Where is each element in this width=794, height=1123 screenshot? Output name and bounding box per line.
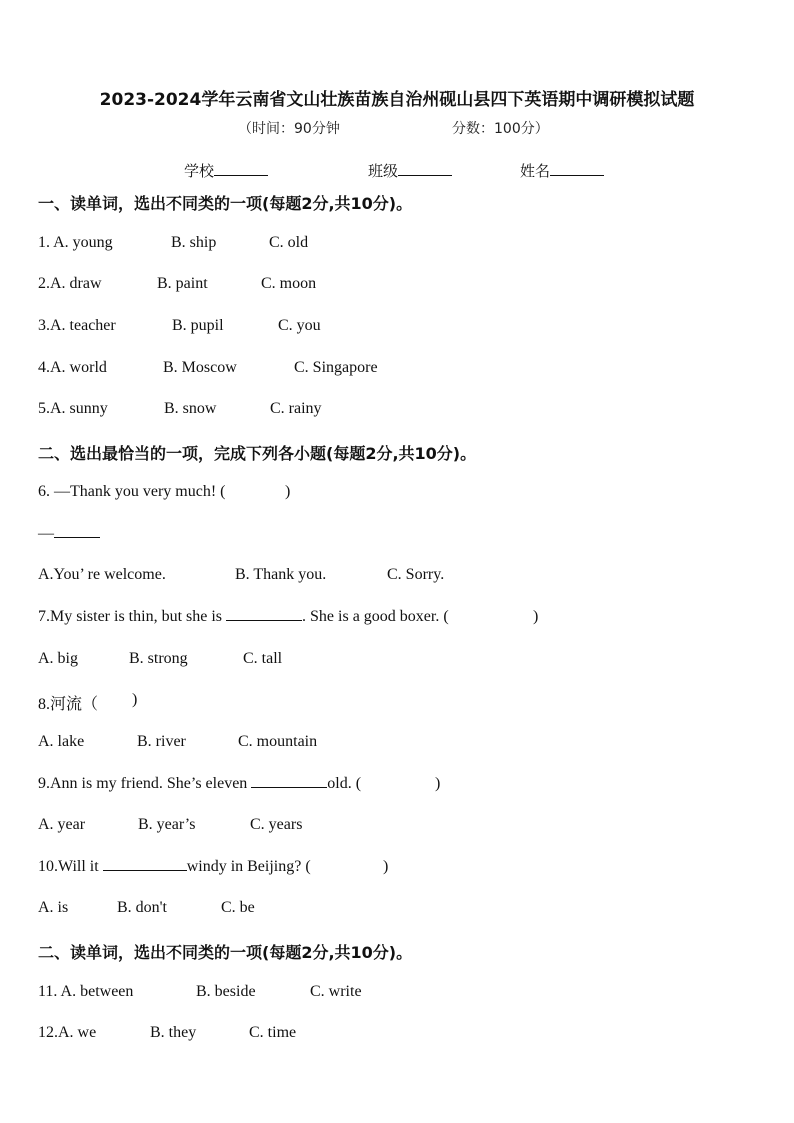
section-2-heading: 二、选出最恰当的一项，完成下列各小题(每题2分,共10分)。 bbox=[38, 444, 477, 463]
school-blank[interactable] bbox=[214, 161, 268, 176]
option-b: B. Thank you. bbox=[235, 566, 327, 583]
option-c: C. Sorry. bbox=[387, 566, 445, 583]
close-paren: ) bbox=[132, 691, 138, 708]
reply-line: — bbox=[38, 525, 100, 543]
option-b: B. beside bbox=[196, 983, 256, 1000]
question-number: 3.A. teacher bbox=[38, 317, 116, 334]
option-c: C. write bbox=[310, 983, 362, 1000]
option-c: C. you bbox=[278, 317, 321, 334]
option-c: C. Singapore bbox=[294, 359, 378, 376]
question-stem: 9.Ann is my friend. She’s eleven old. ( bbox=[38, 775, 362, 792]
option-b: B. year’s bbox=[138, 816, 196, 833]
option-a: A. big bbox=[38, 650, 78, 667]
option-c: C. moon bbox=[261, 275, 317, 292]
class-field bbox=[368, 160, 452, 181]
option-b: B. strong bbox=[129, 650, 188, 667]
option-b: B. pupil bbox=[172, 317, 224, 334]
question-number: 11. A. between bbox=[38, 983, 134, 1000]
school-label: 学校 bbox=[184, 162, 215, 180]
answer-blank[interactable] bbox=[226, 608, 302, 621]
question-stem: 10.Will it windy in Beijing? ( bbox=[38, 858, 311, 875]
class-blank[interactable] bbox=[398, 161, 452, 176]
section-1-heading: 一、读单词，选出不同类的一项(每题2分,共10分)。 bbox=[38, 194, 413, 213]
option-a: A. year bbox=[38, 816, 86, 833]
close-paren: ) bbox=[383, 858, 389, 875]
name-field bbox=[520, 160, 604, 181]
page-title: 2023-2024学年云南省文山壮族苗族自治州砚山县四下英语期中调研模拟试题 bbox=[99, 90, 695, 110]
option-c: C. mountain bbox=[238, 733, 318, 750]
option-c: C. years bbox=[250, 816, 303, 833]
option-a: A.You’ re welcome. bbox=[38, 566, 166, 583]
answer-blank[interactable] bbox=[103, 858, 187, 871]
question-number: 12.A. we bbox=[38, 1024, 97, 1041]
option-a: A. lake bbox=[38, 733, 85, 750]
option-c: C. time bbox=[249, 1024, 297, 1041]
exam-score: 分数：100分） bbox=[452, 121, 549, 137]
option-b: B. paint bbox=[157, 275, 208, 292]
option-b: B. river bbox=[137, 733, 186, 750]
question-stem: 8.河流（ bbox=[38, 696, 99, 713]
question-stem: 6. —Thank you very much! ( bbox=[38, 483, 226, 500]
option-b: B. they bbox=[150, 1024, 197, 1041]
name-label: 姓名 bbox=[520, 162, 551, 180]
option-a: A. is bbox=[38, 899, 69, 916]
answer-blank[interactable] bbox=[251, 775, 327, 788]
question-number: 2.A. draw bbox=[38, 275, 102, 292]
school-field bbox=[184, 160, 268, 181]
question-number: 1. A. young bbox=[38, 234, 113, 251]
answer-blank[interactable] bbox=[54, 525, 100, 538]
name-blank[interactable] bbox=[550, 161, 604, 176]
question-number: 4.A. world bbox=[38, 359, 107, 376]
option-b: B. ship bbox=[171, 234, 217, 251]
question-stem: 7.My sister is thin, but she is . She is a good boxer. ( bbox=[38, 608, 449, 625]
option-b: B. don't bbox=[117, 899, 167, 916]
question-number: 5.A. sunny bbox=[38, 400, 108, 417]
close-paren: ) bbox=[435, 775, 441, 792]
class-label: 班级 bbox=[368, 162, 399, 180]
option-c: C. old bbox=[269, 234, 309, 251]
exam-time: （时间：90分钟 bbox=[238, 121, 340, 137]
option-b: B. Moscow bbox=[163, 359, 237, 376]
close-paren: ) bbox=[533, 608, 539, 625]
close-paren: ) bbox=[285, 483, 291, 500]
option-c: C. be bbox=[221, 899, 255, 916]
section-3-heading: 二、读单词，选出不同类的一项(每题2分,共10分)。 bbox=[38, 943, 413, 962]
option-c: C. tall bbox=[243, 650, 283, 667]
option-b: B. snow bbox=[164, 400, 217, 417]
option-c: C. rainy bbox=[270, 400, 322, 417]
